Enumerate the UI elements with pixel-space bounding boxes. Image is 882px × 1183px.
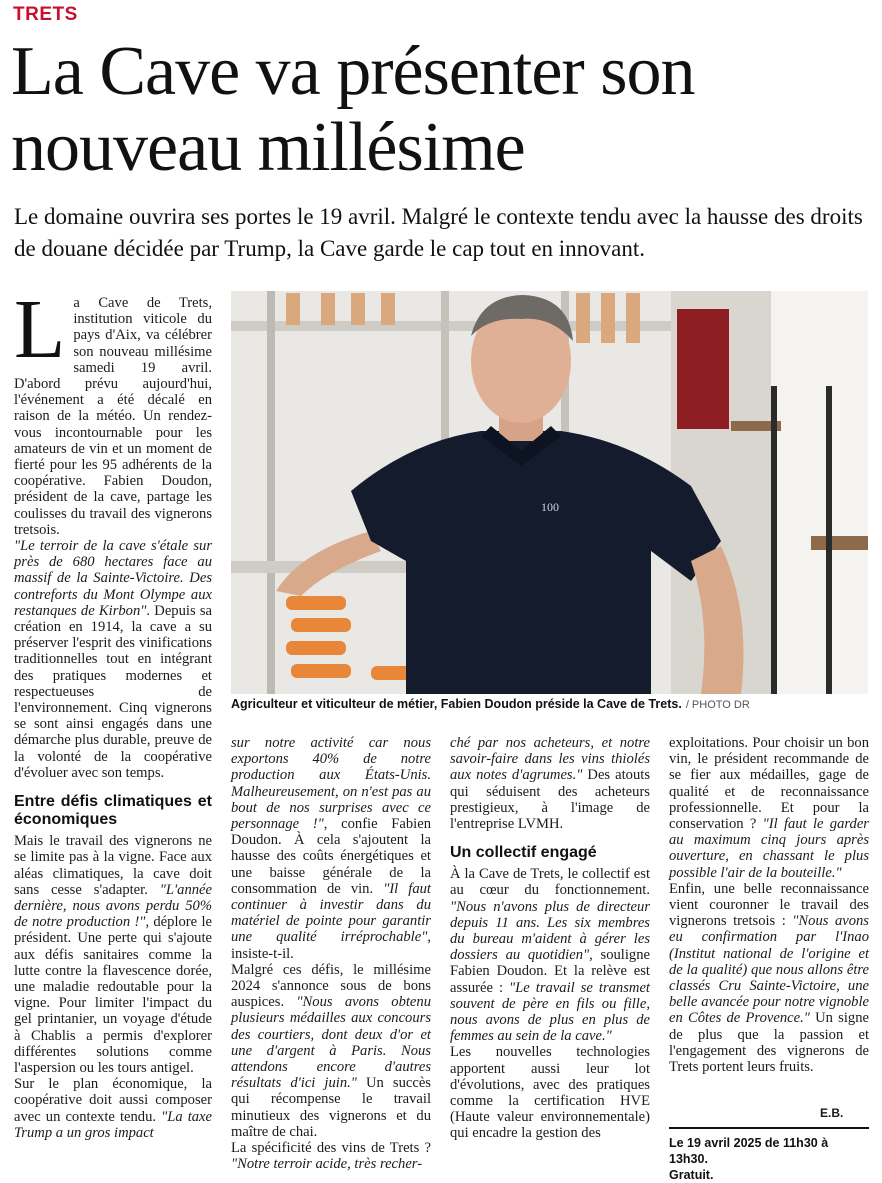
paragraph [450,866,650,1044]
svg-text:100: 100 [541,500,559,514]
paragraph [231,735,431,962]
article-column-4 [669,735,869,1075]
headline: La Cave va présenter son nouveau millésime [11,33,695,186]
drop-cap: L [14,283,66,376]
quote: "Notre terroir acide, très recher- [231,1156,423,1173]
paragraph-text: . Depuis sa création en 1914, la cave a su préserver l'esprit des vinifications traditionnelles tout en intégrant des pratiques modernes et respectueuses de l'environnement. Cinq vignerons se sont ainsi engagés dans une démarche plus durable, preuve de la volonté de la coopérative d'évoluer avec son temps. [14,602,212,781]
paragraph [231,1140,431,1172]
paragraph [14,1076,212,1141]
paragraph [669,735,869,881]
paragraph-text: Des atouts qui séduisent des acheteurs prestigieux, à l'image de l'entreprise LVMH. [450,767,650,833]
subheading: Entre défis climatiques et économiques [14,793,212,829]
article-column-1 [14,283,213,1141]
quote: "Le terroir de la cave s'étale sur près de 680 hectares face au massif de la Sainte-Victoire. Des contreforts du Mont Olympe aux restanques de Kirbon" [14,538,212,619]
standfirst: Le domaine ouvrira ses portes le 19 avril. Malgré le contexte tendu avec la hausse des droits de douane décidée par Trump, la Cave garde le cap tout en innovant. [14,204,863,261]
quote: "Nous n'avons plus de directeur depuis 11 ans. Les six membres du bureau m'aident à gérer les dossiers au quotidien" [450,898,650,964]
paragraph-text: , confie Fabien Doudon. À cela s'ajoutent la hausse des coûts énergétiques et une baisse générale de la consommation de vin. [231,816,431,897]
paragraph-text: a Cave de Trets, institution viticole du pays d'Aix, va célébrer son nouveau millésime samedi 19 avril. D'abord prévu aujourd'hui, l'événement a été décalé en raison de la météo. Un rendez-vous incontournable pour les amateurs de vin et un moment de fierté pour les 95 adhérents de la coopérative. Fabien Doudon, président de la cave, partage les coulisses du travail des vignerons tretsois. [14,295,212,538]
paragraph-text: , souligne Fabien Doudon. Et la relève est assurée : [450,947,650,996]
paragraph [14,833,212,1076]
photo-credit: / PHOTO DR [685,699,750,711]
quote: "Nous avons eu confirmation par l'Inao (Institut national de l'origine et de la qualité) que nous allons être classés Cru Sainte-Victoire, une belle avancée pour notre vignoble en Côtes de Provence." [669,913,869,1027]
quote: ché par nos acheteurs, et notre savoir-faire dans les vins thiolés aux notes d'agrumes." [450,735,650,784]
paragraph-text: Malgré ces défis, le millésime 2024 s'annonce sous de bons auspices. [231,961,431,1011]
paragraph-text: Un succès qui récompense le travail minutieux des vignerons et du maître de chai. [231,1075,431,1140]
quote: "Nous avons obtenu plusieurs médailles aux concours des courtiers, dont deux d'or et une d'argent à Paris. Nous attendons encore d'autres résultats d'ici juin." [231,994,431,1092]
paragraph-text: exploitations. Pour choisir un bon vin, le président recommande de se fier aux médailles, gage de qualité et de reconnaissance professionnelle. Et pour la conservation ? [669,735,869,833]
quote: "La taxe Trump a un gros impact [14,1108,213,1141]
quote: "Il faut le garder au maximum cinq jours après ouverture, en chassant le plus possible l'air de la bouteille." [669,816,869,881]
paragraph [14,538,212,781]
photo-illustration [231,291,868,694]
quote: "Le travail se transmet souvent de père en fils ou fille, nous avons de plus en plus de femmes au sein de la cave." [450,979,650,1045]
paragraph-text: À la Cave de Trets, le collectif est au cœur du fonctionnement. [450,866,650,899]
author-signature: E.B. [820,1106,844,1120]
quote: "Il faut continuer à investir dans du matériel de pointe pour garantir une qualité irréprochable" [231,880,431,946]
info-price: Gratuit. [669,1168,714,1182]
paragraph: Les nouvelles technologies apportent aussi leur lot d'évolutions, avec des pratiques comme la certification HVE (Haute valeur environnementale) qui encadre la gestion des [450,1044,650,1142]
paragraph [669,881,869,1075]
paragraph [450,735,650,832]
article-column-2 [231,735,431,1172]
paragraph-text: Un signe de plus que la passion et l'engagement des vignerons de Trets portent leurs fruits. [669,1010,869,1076]
photo-caption [231,697,871,711]
section-kicker: TRETS [13,4,78,25]
paragraph [14,283,212,538]
quote: "L'année dernière, nous avons perdu 50% de notre production !" [14,881,212,931]
article-photo [231,291,868,694]
paragraph-text: Enfin, une belle reconnaissance vient couronner le travail des vignerons tretsois : [669,880,869,930]
paragraph-text: Sur le plan économique, la coopérative doit aussi composer avec un contexte tendu. [14,1076,212,1125]
caption-text: Agriculteur et viticulteur de métier, Fabien Doudon préside la Cave de Trets. [231,697,682,711]
paragraph-text: , insiste-t-il. [231,929,431,962]
info-date: Le 19 avril 2025 de 11h30 à 13h30. [669,1136,829,1166]
paragraph [231,962,431,1140]
paragraph-text: Mais le travail des vignerons ne se limite pas à la vigne. Face aux aléas climatiques, la cave doit sans cesse s'adapter. [14,833,212,898]
paragraph-text: La spécificité des vins de Trets ? [231,1140,431,1157]
article-column-3 [450,735,650,1142]
paragraph-text: , déplore le président. Une perte qui s'ajoute aux défis sanitaires comme la lutte contre la flavescence dorée, une maladie redoutable pour la vigne. Pour limiter l'impact du gel printanier, un voyage d'étude à Chablis a permis d'explorer différentes solutions comme l'aspersion ou les tours antigel. [14,914,212,1076]
subheading: Un collectif engagé [450,844,597,862]
practical-info [669,1127,869,1183]
quote: sur notre activité car nous exportons 40% de notre production aux États-Unis. Malheureusement, on n'est pas au bout de nos surprises avec ce personnage !" [231,735,431,833]
